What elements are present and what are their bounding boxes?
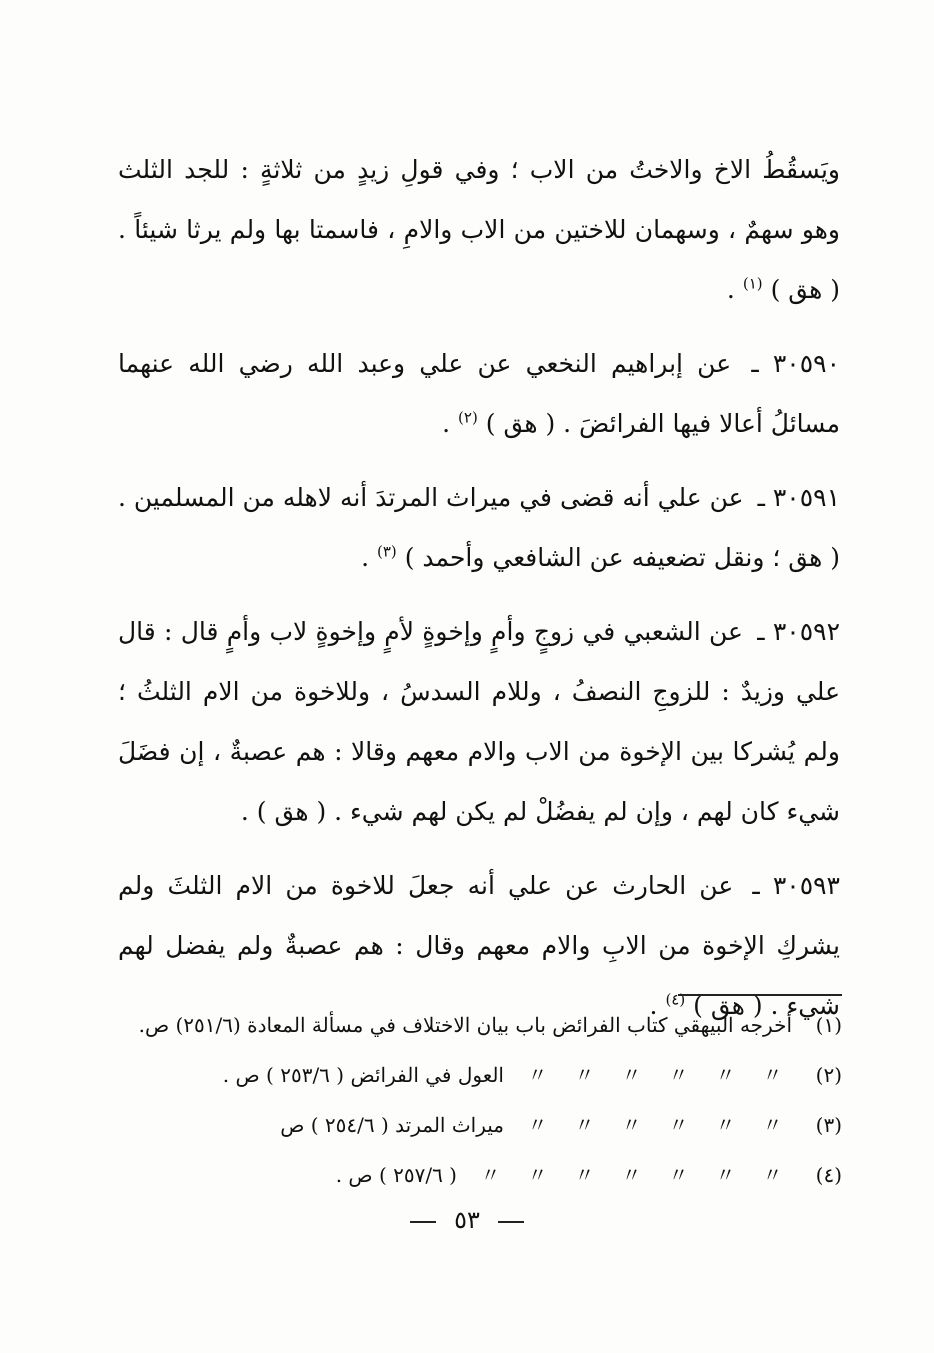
ditto-mark: 〃	[715, 1063, 736, 1087]
footnote-text: ميراث المرتد ( ٢٥٤/٦ ) ص	[280, 1113, 504, 1137]
ditto-mark: 〃	[621, 1063, 642, 1087]
footnote-item	[100, 1000, 842, 1050]
ditto-mark: 〃	[527, 1163, 548, 1187]
footnote-number: (٤)	[815, 1163, 842, 1187]
footnote-item	[100, 1100, 842, 1150]
ditto-mark: 〃	[527, 1113, 548, 1137]
paragraph-text: عن علي أنه قضى في ميراث المرتدَ أنه لاهله من المسلمين . ( هق ؛ ونقل تضعيفه عن الشافعي وأحمد )	[118, 483, 840, 572]
footnote-text: العول في الفرائض ( ٢٥٣/٦ ) ص .	[222, 1063, 504, 1087]
page-number-value: ٥٣	[454, 1206, 480, 1234]
hadith-paragraph	[118, 468, 840, 588]
ditto-mark: 〃	[621, 1113, 642, 1137]
ditto-mark: 〃	[762, 1113, 783, 1137]
ditto-mark: 〃	[574, 1063, 595, 1087]
footnote-number: (١)	[815, 1013, 842, 1037]
ditto-mark: 〃	[480, 1163, 501, 1187]
page-number	[0, 1206, 934, 1234]
hadith-number: ٣٠٥٩٢ ـ	[757, 617, 840, 646]
hadith-paragraph	[118, 602, 840, 842]
ditto-mark: 〃	[668, 1113, 689, 1137]
footnote-text: أخرجه البيهقي كتاب الفرائض باب بيان الاختلاف في مسألة المعادة (٢٥١/٦) ص.	[138, 1013, 792, 1037]
paragraph-text: عن الحارث عن علي أنه جعلَ للاخوة من الام الثلثَ ولم يشركِ الإخوة من الابِ والام معهم وقال : هم عصبةٌ ولم يفضل لهم شيء . ( هق )	[118, 871, 840, 1020]
ditto-mark: 〃	[715, 1113, 736, 1137]
footnote-item	[100, 1050, 842, 1100]
ditto-mark: 〃	[715, 1163, 736, 1187]
hadith-number: ٣٠٥٩٣ ـ	[752, 871, 840, 900]
ditto-mark: 〃	[574, 1113, 595, 1137]
footnote-number: (٢)	[815, 1063, 842, 1087]
dash-left	[498, 1221, 524, 1223]
ditto-mark: 〃	[762, 1063, 783, 1087]
footnote-item	[100, 1150, 842, 1200]
footnote-separator	[678, 994, 842, 996]
dash-right	[410, 1221, 436, 1223]
ditto-mark: 〃	[762, 1163, 783, 1187]
hadith-number: ٣٠٥٩٠ ـ	[751, 349, 840, 378]
footnotes	[100, 1000, 842, 1200]
ditto-mark: 〃	[574, 1163, 595, 1187]
ditto-mark: 〃	[668, 1163, 689, 1187]
footnote-number: (٣)	[815, 1113, 842, 1137]
paragraph-end: .	[361, 543, 377, 572]
main-text	[118, 140, 840, 1050]
paragraph-text: عن الشعبي في زوجٍ وأمٍ وإخوةٍ لأمٍ وإخوةٍ لاب وأمٍ قال : قال علي وزيدٌ : للزوجِ النصفُ ، وللام السدسُ ، وللاخوة من الام الثلثُ ؛ ولم يُشركا بين الإخوة من الاب والام معهم وقالا : هم عصبةٌ ، إن فضَلَ شيء كان لهم ، وإن لم يفضُلْ لم يكن لهم شيء . ( هق ) .	[118, 617, 840, 826]
paragraph-end: .	[726, 275, 743, 304]
paragraph-intro	[118, 140, 840, 320]
hadith-number: ٣٠٥٩١ ـ	[757, 483, 841, 512]
footnote-text: ( ٢٥٧/٦ ) ص .	[335, 1163, 457, 1187]
paragraph-end: .	[442, 409, 459, 438]
ditto-mark: 〃	[527, 1063, 548, 1087]
footnote-reference: (١)	[742, 274, 763, 293]
ditto-mark: 〃	[621, 1163, 642, 1187]
paragraph-text: ويَسقُطُ الاخ والاختُ من الاب ؛ وفي قولِ زيدٍ من ثلاثةٍ : للجد الثلث وهو سهمٌ ، وسهمان للاختين من الاب والامِ ، فاسمتا بها ولم يرثا شيئاً . ( هق )	[118, 155, 840, 304]
hadith-paragraph	[118, 334, 840, 454]
footnote-reference: (٣)	[376, 542, 397, 561]
footnote-reference: (٤)	[665, 990, 686, 1009]
footnote-reference: (٢)	[458, 408, 478, 427]
ditto-mark: 〃	[668, 1063, 689, 1087]
paragraph-text: عن إبراهيم النخعي عن علي وعبد الله رضي الله عنهما مسائلُ أعالا فيها الفرائضَ . ( هق )	[118, 349, 840, 438]
paragraph-end: .	[649, 991, 666, 1020]
